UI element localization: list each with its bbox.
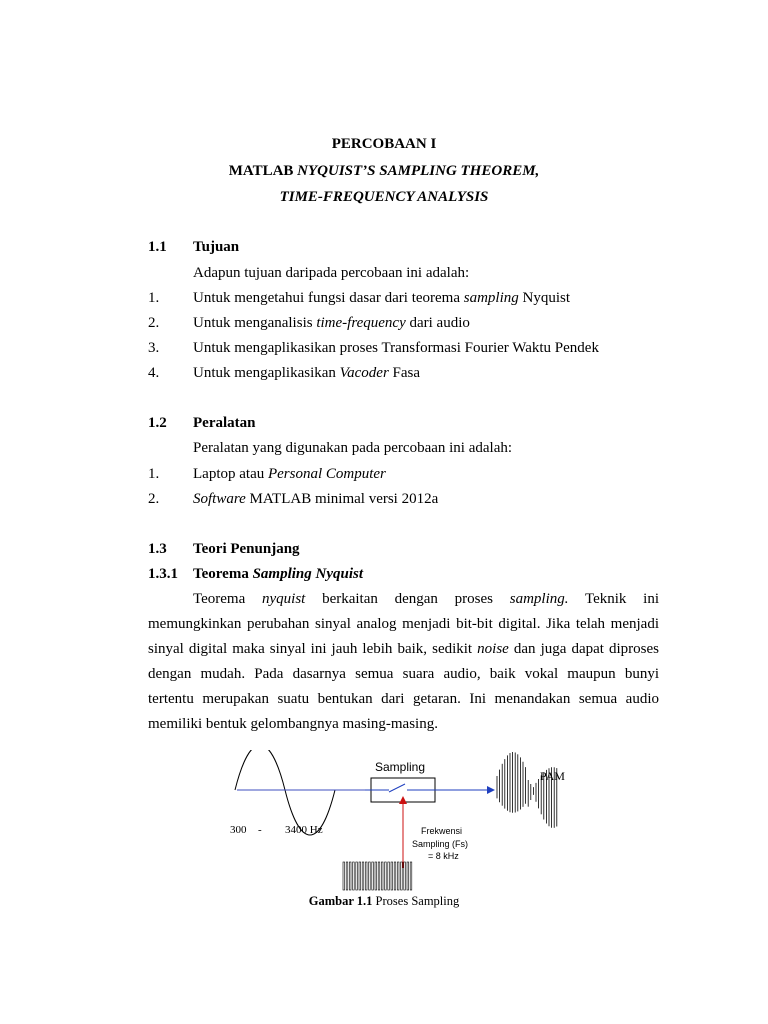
section-number: 1.1	[148, 239, 167, 255]
paragraph-line: Teorema nyquist berkaitan dengan proses sampling. Teknik ini	[193, 591, 659, 607]
clock-pulse	[346, 862, 348, 890]
paragraph-line: memiliki bentuk gelombangnya masing-masing.	[148, 716, 438, 732]
range-high-label: 3400 Hz	[285, 824, 323, 836]
clock-pulse	[381, 862, 383, 890]
clock-pulse	[404, 862, 406, 890]
section-heading: Teori Penunjang	[193, 541, 300, 557]
list-item: Untuk menganalisis time-frequency dari audio	[193, 315, 470, 331]
clock-pulse	[372, 862, 374, 890]
clock-pulse	[369, 862, 371, 890]
clock-pulse	[375, 862, 377, 890]
section-number: 1.2	[148, 415, 167, 431]
list-number: 1.	[148, 466, 160, 482]
list-item: Untuk mengaplikasikan proses Transformasi Fourier Waktu Pendek	[193, 340, 599, 356]
page-title: PERCOBAAN I	[331, 136, 437, 152]
clock-pulse	[349, 862, 351, 890]
sampling-label: Sampling	[375, 760, 426, 774]
analog-sine-wave	[235, 750, 335, 835]
subtitle-italic: NYQUIST’S SAMPLING THEOREM,	[297, 163, 540, 179]
subtitle2-italic: TIME-FREQUENCY ANALYSIS	[279, 189, 489, 205]
range-dash: -	[258, 824, 262, 836]
list-item: Software MATLAB minimal versi 2012a	[193, 491, 439, 507]
section-number: 1.3	[148, 541, 167, 557]
clock-pulse	[365, 862, 367, 890]
clock-pulse	[391, 862, 393, 890]
clock-pulse	[394, 862, 396, 890]
sampling-diagram	[225, 750, 605, 895]
list-number: 3.	[148, 340, 160, 356]
section-heading: Peralatan	[193, 415, 256, 431]
switch-blade	[389, 784, 405, 792]
paragraph-line: sinyal digital maka sinyal ini jauh lebih baik, sedikit noise dan juga dapat diproses	[148, 641, 659, 657]
paragraph-line: memungkinkan perubahan sinyal analog menjadi bit-bit digital. Jika telah menjadi	[148, 616, 659, 632]
clock-pulse-train	[343, 862, 412, 890]
clock-pulse	[410, 862, 412, 890]
clock-pulse	[378, 862, 380, 890]
clock-pulse	[359, 862, 361, 890]
list-number: 1.	[148, 290, 160, 306]
pam-signal	[497, 752, 557, 828]
arrow-right-head	[487, 786, 495, 794]
list-item: Laptop atau Personal Computer	[193, 466, 386, 482]
list-number: 2.	[148, 315, 160, 331]
clock-pulse	[397, 862, 399, 890]
subsection-number: 1.3.1	[148, 566, 178, 582]
list-item: Untuk mengetahui fungsi dasar dari teorema sampling Nyquist	[193, 290, 571, 306]
page-subtitle-2	[0, 189, 768, 206]
section-heading: Tujuan	[193, 239, 240, 255]
freq-label-1: Frekwensi	[421, 826, 463, 836]
freq-label-3: = 8 kHz	[428, 851, 459, 861]
section-intro: Adapun tujuan daripada percobaan ini adalah:	[193, 265, 470, 281]
clock-pulse	[356, 862, 358, 890]
list-number: 2.	[148, 491, 160, 507]
range-low-label: 300	[230, 824, 247, 836]
clock-pulse	[401, 862, 403, 890]
clock-pulse	[362, 862, 364, 890]
section-intro: Peralatan yang digunakan pada percobaan ini adalah:	[193, 440, 513, 456]
freq-label-2: Sampling (Fs)	[412, 839, 469, 849]
clock-pulse	[353, 862, 355, 890]
clock-arrow-head	[399, 796, 407, 804]
paragraph-line: dengan mudah. Pada dasarnya semua suara audio, baik vokal maupun bunyi	[148, 666, 659, 682]
paragraph-line: tertentu merupakan suatu bentukan dari getaran. Ini menandakan semua audio	[148, 691, 659, 707]
clock-pulse	[343, 862, 345, 890]
clock-pulse	[388, 862, 390, 890]
figure-caption: Gambar 1.1 Proses Sampling	[308, 894, 460, 908]
page-subtitle-1	[0, 163, 768, 180]
body-paragraph	[148, 587, 659, 737]
subtitle-prefix: MATLAB	[228, 163, 294, 179]
pam-label: PAM	[540, 769, 565, 783]
subsection-heading: Teorema Sampling Nyquist	[193, 566, 364, 582]
clock-pulse	[407, 862, 409, 890]
clock-pulse	[385, 862, 387, 890]
list-item: Untuk mengaplikasikan Vacoder Fasa	[193, 365, 421, 381]
list-number: 4.	[148, 365, 160, 381]
